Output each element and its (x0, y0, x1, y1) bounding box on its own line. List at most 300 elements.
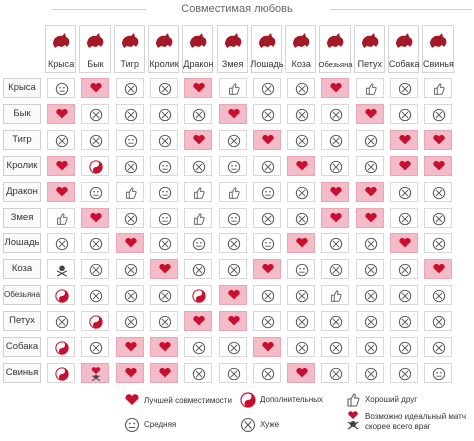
heart-icon (55, 160, 69, 172)
cross-circle-icon (364, 160, 378, 174)
compat-cell (253, 78, 281, 98)
compat-cell (287, 285, 315, 305)
compat-cell (47, 104, 75, 124)
legend-friend-label: Хороший друг (365, 395, 418, 404)
thumbs-up-icon (329, 289, 343, 303)
column-label: Свинья (423, 59, 454, 69)
compat-cell (253, 337, 281, 357)
compat-cell (424, 130, 452, 150)
compat-cell (81, 233, 109, 253)
neutral-face-icon (124, 134, 138, 148)
neutral-face-icon (261, 237, 275, 251)
heart-icon (364, 212, 378, 224)
compat-cell (390, 104, 418, 124)
heart-icon (227, 289, 241, 301)
compat-cell (184, 104, 212, 124)
cross-circle-icon (261, 82, 275, 96)
legend-ideal-label-2: скорее всего враг (365, 422, 431, 431)
cross-circle-icon (432, 186, 446, 200)
compat-cell (253, 363, 281, 383)
column-label: Кролик (149, 59, 179, 69)
heart-icon (124, 394, 140, 406)
compat-cell (116, 208, 144, 228)
compat-cell (150, 363, 178, 383)
compat-cell (219, 208, 247, 228)
cross-circle-icon (124, 263, 138, 277)
compat-cell (150, 78, 178, 98)
cross-circle-icon (158, 315, 172, 329)
row-label: Крыса (3, 78, 41, 98)
legend (0, 389, 474, 441)
zodiac-animal-icon (187, 30, 209, 57)
row-label: Обезьяна (3, 285, 41, 305)
compat-cell (321, 363, 349, 383)
neutral-face-icon (432, 367, 446, 381)
neutral-face-icon (227, 212, 241, 226)
cross-circle-icon (398, 186, 412, 200)
compat-cell (253, 182, 281, 202)
neutral-face-icon (158, 186, 172, 200)
column-label: Коза (291, 59, 311, 69)
heart-icon (227, 315, 241, 327)
heart-icon (158, 341, 172, 353)
compat-cell (184, 259, 212, 279)
cross-circle-icon (124, 160, 138, 174)
heart-icon (158, 263, 172, 275)
compat-cell (321, 104, 349, 124)
compat-cell (356, 337, 384, 357)
cross-circle-icon (55, 315, 69, 329)
heart-icon (398, 134, 412, 146)
compat-cell (150, 233, 178, 253)
cross-circle-icon (295, 341, 309, 355)
zodiac-animal-icon (427, 30, 449, 57)
cross-circle-icon (158, 108, 172, 122)
compat-cell (390, 156, 418, 176)
cross-circle-icon (124, 212, 138, 226)
compat-cell (81, 337, 109, 357)
compat-cell (116, 233, 144, 253)
zodiac-animal-icon (324, 30, 346, 57)
cross-circle-icon (55, 237, 69, 251)
row-label: Бык (3, 104, 41, 124)
neutral-face-icon (124, 417, 140, 433)
column-label: Дракон (183, 59, 214, 69)
thumbs-up-icon (55, 212, 69, 226)
compat-cell (356, 311, 384, 331)
heart-icon (55, 108, 69, 120)
compat-cell (390, 208, 418, 228)
compat-cell (81, 156, 109, 176)
row-label: Коза (3, 259, 41, 279)
compat-cell (253, 156, 281, 176)
compat-cell (81, 78, 109, 98)
compat-cell (424, 78, 452, 98)
zodiac-animal-icon (119, 30, 141, 57)
cross-circle-icon (89, 134, 103, 148)
compat-cell (184, 285, 212, 305)
heart-icon (261, 263, 275, 275)
compat-cell (424, 104, 452, 124)
cross-circle-icon (261, 212, 275, 226)
row-label: Петух (3, 311, 41, 331)
neutral-face-icon (227, 160, 241, 174)
cross-circle-icon (295, 108, 309, 122)
zodiac-animal-icon (153, 30, 175, 57)
compat-cell (150, 156, 178, 176)
compat-cell (321, 233, 349, 253)
compat-cell (81, 182, 109, 202)
compat-cell (321, 78, 349, 98)
compat-cell (390, 233, 418, 253)
heart-icon (192, 315, 206, 327)
compat-cell (424, 233, 452, 253)
compat-cell (390, 182, 418, 202)
compat-cell (184, 208, 212, 228)
compat-cell (219, 259, 247, 279)
cross-circle-icon (329, 134, 343, 148)
cross-circle-icon (329, 341, 343, 355)
compat-cell (356, 156, 384, 176)
compat-cell (184, 363, 212, 383)
thumbs-up-icon (192, 186, 206, 200)
compat-cell (184, 130, 212, 150)
cross-circle-icon (227, 263, 241, 277)
neutral-face-icon (158, 160, 172, 174)
compat-cell (150, 130, 178, 150)
cross-circle-icon (192, 341, 206, 355)
heart-skull-icon (345, 411, 361, 431)
cross-circle-icon (432, 341, 446, 355)
compat-cell (356, 285, 384, 305)
compat-cell (424, 311, 452, 331)
neutral-face-icon (295, 263, 309, 277)
compat-cell (321, 311, 349, 331)
compat-cell (287, 182, 315, 202)
thumbs-up-icon (192, 212, 206, 226)
compat-cell (321, 156, 349, 176)
compat-cell (150, 337, 178, 357)
compat-cell (356, 78, 384, 98)
compat-cell (287, 363, 315, 383)
cross-circle-icon (432, 289, 446, 303)
cross-circle-icon (240, 417, 256, 433)
cross-circle-icon (432, 237, 446, 251)
compat-cell (287, 130, 315, 150)
row-label: Тигр (3, 130, 41, 150)
compat-cell (287, 78, 315, 98)
compat-cell (287, 337, 315, 357)
heart-icon (364, 186, 378, 198)
heart-icon (329, 212, 343, 224)
legend-complement-label: Дополнительных (260, 395, 323, 404)
compat-cell (390, 337, 418, 357)
cross-circle-icon (158, 134, 172, 148)
legend-ideal-label-1: Возможно идеальный матч (365, 412, 466, 421)
compat-cell (219, 233, 247, 253)
compat-cell (219, 337, 247, 357)
zodiac-animal-icon (50, 30, 72, 57)
compat-cell (184, 78, 212, 98)
cross-circle-icon (158, 82, 172, 96)
compat-cell (47, 233, 75, 253)
cross-circle-icon (398, 289, 412, 303)
compat-cell (47, 182, 75, 202)
compat-cell (150, 104, 178, 124)
compat-cell (184, 182, 212, 202)
cross-circle-icon (192, 367, 206, 381)
cross-circle-icon (295, 186, 309, 200)
compat-cell (81, 130, 109, 150)
yin-yang-icon (55, 289, 69, 303)
heart-icon (432, 263, 446, 275)
column-label: Лошадь (250, 59, 284, 69)
compat-cell (424, 182, 452, 202)
compat-cell (390, 363, 418, 383)
chart-title: Совместимая любовь (181, 3, 293, 15)
compat-cell (424, 285, 452, 305)
compat-cell (356, 104, 384, 124)
cross-circle-icon (295, 289, 309, 303)
heart-icon (295, 160, 309, 172)
thumbs-up-icon (227, 82, 241, 96)
compat-cell (390, 259, 418, 279)
compat-cell (253, 130, 281, 150)
column-label: Петух (357, 59, 383, 69)
heart-icon (124, 367, 138, 379)
yin-yang-icon (240, 392, 256, 408)
cross-circle-icon (364, 341, 378, 355)
cross-circle-icon (295, 212, 309, 226)
thumbs-up-icon (227, 186, 241, 200)
cross-circle-icon (261, 160, 275, 174)
skull-icon (55, 263, 69, 277)
legend-love-label: Лучшей совместимости (144, 396, 232, 405)
yin-yang-icon (55, 367, 69, 381)
cross-circle-icon (432, 315, 446, 329)
compat-cell (47, 285, 75, 305)
heart-icon (227, 108, 241, 120)
compat-cell (253, 104, 281, 124)
compat-cell (47, 311, 75, 331)
yin-yang-icon (89, 160, 103, 174)
compat-cell (116, 78, 144, 98)
heart-icon (192, 134, 206, 146)
neutral-face-icon (55, 82, 69, 96)
compat-cell (321, 285, 349, 305)
compat-cell (287, 259, 315, 279)
cross-circle-icon (364, 289, 378, 303)
compat-cell (356, 363, 384, 383)
cross-circle-icon (398, 108, 412, 122)
cross-circle-icon (329, 108, 343, 122)
compat-cell (81, 285, 109, 305)
compat-cell (424, 208, 452, 228)
zodiac-animal-icon (290, 30, 312, 57)
compat-cell (424, 259, 452, 279)
cross-circle-icon (398, 367, 412, 381)
yin-yang-icon (192, 289, 206, 303)
cross-circle-icon (192, 160, 206, 174)
compat-cell (287, 208, 315, 228)
compat-cell (253, 285, 281, 305)
compat-cell (150, 259, 178, 279)
compat-cell (356, 182, 384, 202)
cross-circle-icon (89, 289, 103, 303)
heart-icon (432, 160, 446, 172)
compat-cell (253, 208, 281, 228)
cross-circle-icon (261, 367, 275, 381)
compat-cell (47, 337, 75, 357)
compat-cell (424, 156, 452, 176)
heart-icon (432, 134, 446, 146)
cross-circle-icon (295, 82, 309, 96)
cross-circle-icon (398, 82, 412, 96)
thumbs-up-icon (432, 82, 446, 96)
cross-circle-icon (329, 367, 343, 381)
heart-icon (89, 212, 103, 224)
compat-cell (356, 259, 384, 279)
cross-circle-icon (398, 212, 412, 226)
cross-circle-icon (124, 289, 138, 303)
thumbs-up-icon (345, 392, 361, 408)
cross-circle-icon (398, 263, 412, 277)
cross-circle-icon (124, 82, 138, 96)
compat-cell (116, 156, 144, 176)
cross-circle-icon (398, 341, 412, 355)
compat-cell (116, 130, 144, 150)
compat-cell (219, 311, 247, 331)
cross-circle-icon (227, 134, 241, 148)
compat-cell (150, 285, 178, 305)
compat-cell (390, 311, 418, 331)
heart-icon (192, 82, 206, 94)
cross-circle-icon (55, 134, 69, 148)
row-label: Свинья (3, 363, 41, 383)
compat-cell (116, 363, 144, 383)
compat-cell (390, 130, 418, 150)
zodiac-animal-icon (222, 30, 244, 57)
cross-circle-icon (124, 108, 138, 122)
cross-circle-icon (432, 108, 446, 122)
cross-circle-icon (364, 367, 378, 381)
compat-cell (116, 311, 144, 331)
compat-cell (184, 233, 212, 253)
compat-cell (184, 311, 212, 331)
compat-cell (287, 233, 315, 253)
compat-cell (47, 259, 75, 279)
compat-cell (47, 363, 75, 383)
column-label: Тигр (120, 59, 139, 69)
heart-skull-icon (89, 367, 103, 381)
heart-icon (329, 82, 343, 94)
compat-cell (390, 78, 418, 98)
compat-cell (321, 208, 349, 228)
legend-bad-label: Хуже (260, 420, 280, 429)
cross-circle-icon (364, 263, 378, 277)
heart-icon (364, 108, 378, 120)
row-label: Кролик (3, 156, 41, 176)
cross-circle-icon (261, 315, 275, 329)
cross-circle-icon (89, 341, 103, 355)
heart-icon (398, 237, 412, 249)
compat-cell (81, 259, 109, 279)
cross-circle-icon (158, 289, 172, 303)
cross-circle-icon (227, 341, 241, 355)
cross-circle-icon (261, 289, 275, 303)
compat-cell (321, 259, 349, 279)
compat-cell (287, 104, 315, 124)
compat-cell (81, 311, 109, 331)
compat-cell (321, 182, 349, 202)
compat-cell (219, 78, 247, 98)
cross-circle-icon (89, 108, 103, 122)
compat-cell (150, 208, 178, 228)
heart-icon (158, 367, 172, 379)
compat-cell (47, 130, 75, 150)
cross-circle-icon (227, 237, 241, 251)
cross-circle-icon (124, 315, 138, 329)
compat-cell (219, 130, 247, 150)
zodiac-animal-icon (84, 30, 106, 57)
compat-cell (321, 337, 349, 357)
compat-cell (219, 182, 247, 202)
zodiac-animal-icon (359, 30, 381, 57)
cross-circle-icon (192, 108, 206, 122)
neutral-face-icon (89, 186, 103, 200)
compat-cell (81, 208, 109, 228)
column-label: Обезьяна (318, 60, 353, 69)
cross-circle-icon (227, 367, 241, 381)
column-label: Змея (221, 59, 244, 69)
neutral-face-icon (261, 186, 275, 200)
row-label: Собака (3, 337, 41, 357)
heart-icon (329, 186, 343, 198)
compat-cell (116, 104, 144, 124)
thumbs-up-icon (364, 82, 378, 96)
legend-average-label: Средняя (144, 420, 177, 429)
row-label: Дракон (3, 182, 41, 202)
compat-cell (81, 104, 109, 124)
compat-cell (184, 337, 212, 357)
heart-icon (55, 186, 69, 198)
compat-cell (424, 337, 452, 357)
zodiac-animal-icon (393, 30, 415, 57)
cross-circle-icon (295, 315, 309, 329)
compat-cell (150, 311, 178, 331)
compat-cell (116, 182, 144, 202)
compat-cell (253, 259, 281, 279)
cross-circle-icon (158, 237, 172, 251)
compat-cell (116, 337, 144, 357)
row-label: Лошадь (3, 233, 41, 253)
heart-icon (124, 237, 138, 249)
cross-circle-icon (329, 315, 343, 329)
compat-cell (287, 311, 315, 331)
heart-icon (89, 82, 103, 94)
compat-cell (356, 208, 384, 228)
row-label: Змея (3, 208, 41, 228)
heart-icon (398, 160, 412, 172)
compat-cell (219, 285, 247, 305)
thumbs-up-icon (124, 186, 138, 200)
cross-circle-icon (364, 315, 378, 329)
compat-cell (219, 156, 247, 176)
heart-icon (261, 341, 275, 353)
compat-cell (356, 130, 384, 150)
compat-cell (81, 363, 109, 383)
compat-cell (287, 156, 315, 176)
